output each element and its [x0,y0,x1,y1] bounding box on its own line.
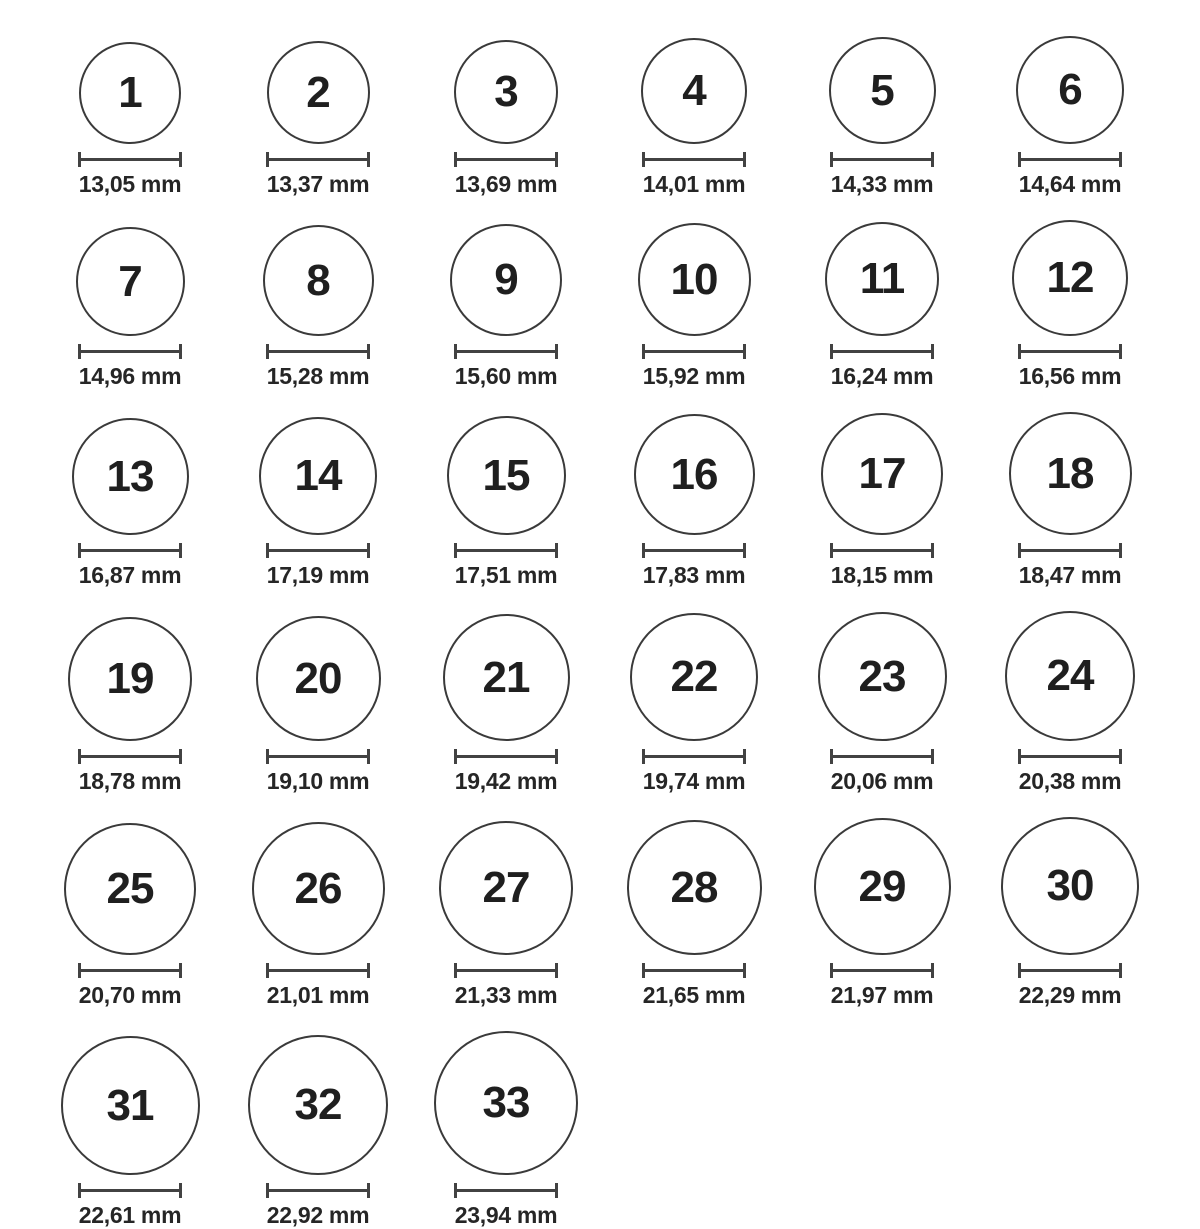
size-number: 24 [1046,651,1094,700]
size-number: 10 [670,254,718,304]
diameter-dimension-line [266,963,370,978]
size-circle [72,418,189,535]
size-circle [64,823,196,955]
diameter-label: 17,51 mm [454,562,558,588]
size-circle [818,612,947,741]
size-circle [829,37,936,144]
size-number: 22 [670,652,718,701]
size-number: 11 [859,254,905,303]
diameter-dimension-line [1018,963,1122,978]
size-number: 25 [106,864,154,913]
size-number: 30 [1046,861,1094,910]
diameter-label: 22,61 mm [78,1202,182,1228]
size-circle [439,821,573,955]
diameter-dimension-line [78,543,182,558]
size-number: 27 [482,863,530,912]
size-number: 23 [858,651,906,701]
diameter-dimension-line [1018,543,1122,558]
diameter-label: 14,96 mm [78,363,182,389]
ring-size-item [259,417,377,589]
size-number: 12 [1046,253,1094,302]
ring-size-item [263,225,374,390]
size-number: 14 [294,451,342,500]
diameter-dimension-line [78,963,182,978]
size-number: 9 [494,255,518,304]
diameter-dimension-line [642,344,746,359]
size-number: 15 [482,450,530,500]
size-number: 13 [106,451,154,501]
size-circle [248,1035,388,1175]
size-circle [79,42,181,144]
ring-size-item [818,612,947,795]
diameter-label: 15,60 mm [454,363,558,389]
diameter-dimension-line [830,749,934,764]
size-circle [825,222,939,336]
ring-size-item [829,37,936,198]
diameter-dimension-line [266,749,370,764]
ring-size-item [814,818,951,1009]
ring-size-item [1016,36,1124,198]
size-circle [638,223,751,336]
diameter-label: 18,47 mm [1018,562,1122,588]
ring-size-item [1001,817,1139,1009]
ring-size-item [454,40,558,198]
size-circle [76,227,185,336]
size-circle [1012,220,1128,336]
diameter-label: 15,28 mm [266,363,370,389]
size-number: 26 [294,863,342,913]
ring-size-item [256,616,381,795]
ring-size-item [1012,220,1128,390]
diameter-label: 23,94 mm [454,1202,558,1228]
ring-size-item [61,1036,200,1229]
ring-size-item [447,416,566,589]
ring-size-item [1005,611,1135,795]
size-number: 1 [118,68,142,117]
size-number: 4 [682,66,706,115]
diameter-label: 22,92 mm [266,1202,370,1228]
ring-size-item [266,41,370,198]
ring-size-item [1009,412,1132,589]
diameter-label: 18,15 mm [830,562,934,588]
diameter-label: 13,05 mm [78,171,182,197]
diameter-dimension-line [78,1183,182,1198]
ring-size-item [78,42,182,198]
diameter-label: 14,33 mm [830,171,934,197]
size-circle [821,413,943,535]
diameter-dimension-line [454,344,558,359]
ring-size-item [68,617,192,795]
size-number: 17 [858,449,906,498]
diameter-dimension-line [642,152,746,167]
size-circle [630,613,758,741]
size-number: 3 [494,67,518,116]
size-circle [634,414,755,535]
diameter-label: 19,74 mm [642,768,746,794]
ring-size-item [76,227,185,390]
diameter-dimension-line [830,543,934,558]
diameter-dimension-line [78,749,182,764]
size-circle [454,40,558,144]
size-circle [1001,817,1139,955]
diameter-dimension-line [78,152,182,167]
diameter-label: 13,69 mm [454,171,558,197]
size-circle [434,1031,578,1175]
diameter-dimension-line [642,749,746,764]
diameter-dimension-line [266,152,370,167]
ring-size-item [248,1035,388,1229]
size-number: 7 [118,256,142,306]
ring-size-item [630,613,758,795]
diameter-label: 20,38 mm [1018,768,1122,794]
ring-size-item [434,1031,578,1229]
diameter-dimension-line [830,152,934,167]
diameter-label: 21,65 mm [642,982,746,1008]
size-circle [61,1036,200,1175]
size-number: 31 [106,1080,154,1130]
diameter-label: 14,64 mm [1018,171,1122,197]
ring-size-item [64,823,196,1009]
diameter-label: 21,01 mm [266,982,370,1008]
ring-size-item [641,38,747,198]
diameter-dimension-line [1018,344,1122,359]
size-circle [450,224,562,336]
diameter-label: 19,42 mm [454,768,558,794]
size-circle [814,818,951,955]
diameter-label: 16,87 mm [78,562,182,588]
diameter-dimension-line [454,963,558,978]
size-number: 32 [294,1080,342,1129]
diameter-dimension-line [454,1183,558,1198]
size-circle [641,38,747,144]
size-number: 33 [482,1078,530,1127]
diameter-label: 21,33 mm [454,982,558,1008]
diameter-label: 21,97 mm [830,982,934,1008]
ring-size-item [443,614,570,795]
diameter-dimension-line [266,344,370,359]
size-circle [627,820,762,955]
ring-size-item [439,821,573,1009]
ring-size-item [634,414,755,589]
diameter-label: 20,06 mm [830,768,934,794]
size-number: 19 [106,654,154,703]
diameter-label: 17,83 mm [642,562,746,588]
diameter-dimension-line [454,749,558,764]
size-circle [1009,412,1132,535]
size-circle [447,416,566,535]
diameter-dimension-line [454,152,558,167]
size-circle [68,617,192,741]
size-number: 20 [294,653,342,703]
diameter-label: 14,01 mm [642,171,746,197]
diameter-dimension-line [266,1183,370,1198]
size-number: 2 [306,67,330,117]
diameter-dimension-line [266,543,370,558]
ring-size-item [627,820,762,1009]
size-circle [263,225,374,336]
diameter-label: 17,19 mm [266,562,370,588]
size-number: 8 [306,255,330,305]
diameter-dimension-line [642,963,746,978]
diameter-dimension-line [830,963,934,978]
diameter-dimension-line [454,543,558,558]
diameter-dimension-line [78,344,182,359]
size-circle [259,417,377,535]
diameter-label: 16,24 mm [830,363,934,389]
size-circle [252,822,385,955]
size-circle [443,614,570,741]
ring-size-item [638,223,751,390]
ring-size-item [825,222,939,390]
size-circle [1005,611,1135,741]
diameter-dimension-line [830,344,934,359]
diameter-label: 19,10 mm [266,768,370,794]
diameter-label: 13,37 mm [266,171,370,197]
size-number: 28 [670,862,718,912]
size-number: 29 [858,861,906,911]
ring-size-item [821,413,943,589]
diameter-dimension-line [1018,152,1122,167]
size-number: 21 [482,652,530,702]
size-number: 6 [1058,65,1082,114]
size-number: 5 [870,65,894,115]
ring-size-item [252,822,385,1009]
diameter-label: 16,56 mm [1018,363,1122,389]
diameter-label: 15,92 mm [642,363,746,389]
diameter-label: 20,70 mm [78,982,182,1008]
diameter-dimension-line [1018,749,1122,764]
size-number: 16 [670,449,718,499]
ring-size-item [450,224,562,390]
ring-size-item [72,418,189,589]
size-number: 18 [1046,448,1094,498]
size-circle [1016,36,1124,144]
diameter-dimension-line [642,543,746,558]
diameter-label: 18,78 mm [78,768,182,794]
diameter-label: 22,29 mm [1018,982,1122,1008]
size-circle [267,41,370,144]
size-circle [256,616,381,741]
